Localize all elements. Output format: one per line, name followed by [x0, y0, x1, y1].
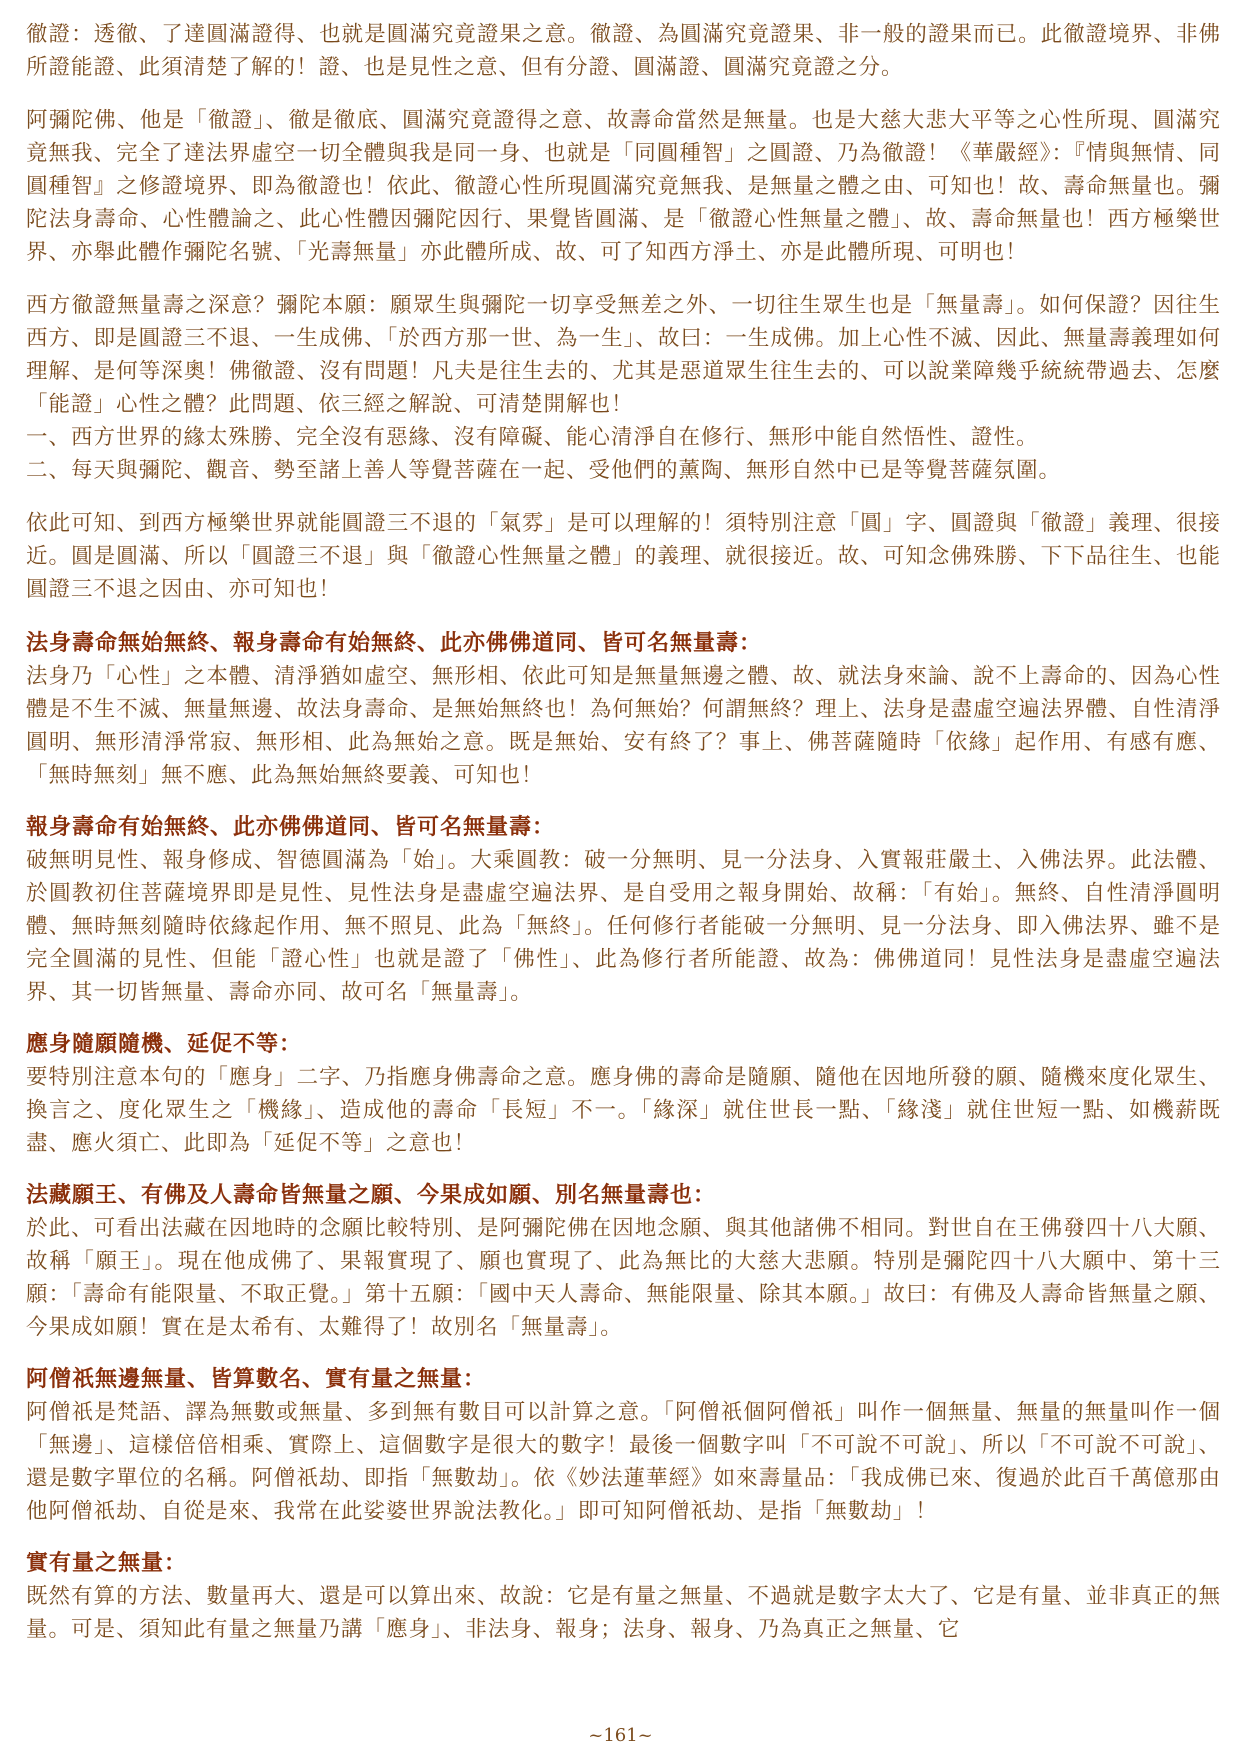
- section-body: 要特別注意本句的「應身」二字、乃指應身佛壽命之意。應身佛的壽命是隨願、隨他在因地所發的願、隨機來度化眾生、換言之、度化眾生之「機緣」、造成他的壽命「長短」不一。「緣深」就住世長一點、「緣淺」就住世短一點、如機薪既盡、應火須亡、此即為「延促不等」之意也！: [26, 1065, 1221, 1156]
- section-body: 法身乃「心性」之本體、清淨猶如虛空、無形相、依此可知是無量無邊之體、故、就法身來論、說不上壽命的、因為心性體是不生不滅、無量無邊、故法身壽命、是無始無終也！為何無始？何謂無終？理上、法身是盡虛空遍法界體、自性清淨圓明、無形清淨常寂、無形相、此為無始之意。既是無始、安有終了？事上、佛菩薩隨時「依緣」起作用、有感有應、「無時無刻」無不應、此為無始無終要義、可知也！: [26, 664, 1221, 788]
- section-heading: 報身壽命有始無終、此亦佛佛道同、皆可名無量壽：: [26, 814, 556, 840]
- section-dharmakara-vows: [26, 1178, 1221, 1344]
- section-heading: 阿僧祇無邊無量、皆算數名、實有量之無量：: [26, 1366, 487, 1392]
- section-dharmakaya-life: [26, 626, 1221, 792]
- paragraph-amitabha-che-zheng: 阿彌陀佛、他是「徹證」、徹是徹底、圓滿究竟證得之意、故壽命當然是無量。也是大慈大悲大平等之心性所現、圓滿究竟無我、完全了達法界虛空一切全體與我是同一身、也就是「同圓種智」之圓證、乃為徹證！《華嚴經》：『情與無情、同圓種智』之修證境界、即為徹證也！依此、徹證心性所現圓滿究竟無我、是無量之體之由、可知也！故、壽命無量也。彌陀法身壽命、心性體論之、此心性體因彌陀因行、果覺皆圓滿、是「徹證心性無量之體」、故、壽命無量也！西方極樂世界、亦舉此體作彌陀名號、「光壽無量」亦此體所成、故、可了知西方淨土、亦是此體所現、可明也！: [26, 108, 1221, 265]
- section-nirmanakaya-life: [26, 1027, 1221, 1160]
- paragraph-conclusion: 依此可知、到西方極樂世界就能圓證三不退的「氣雰」是可以理解的！須特別注意「圓」字、圓證與「徹證」義理、很接近。圓是圓滿、所以「圓證三不退」與「徹證心性無量之體」的義理、就很接近。故、可知念佛殊勝、下下品往生、也能圓證三不退之因由、亦可知也！: [26, 511, 1221, 602]
- paragraph-che-zheng-definition: 徹證：透徹、了達圓滿證得、也就是圓滿究竟證果之意。徹證、為圓滿究竟證果、非一般的證果而已。此徹證境界、非佛所證能證、此須清楚了解的！證、也是見性之意、但有分證、圓滿證、圓滿究竟證之分。: [26, 22, 1221, 80]
- section-body: 破無明見性、報身修成、智德圓滿為「始」。大乘圓教：破一分無明、見一分法身、入實報莊嚴土、入佛法界。此法體、於圓教初住菩薩境界即是見性、見性法身是盡虛空遍法界、是自受用之報身開始、故稱：「有始」。無終、自性清淨圓明體、無時無刻隨時依緣起作用、無不照見、此為「無終」。任何修行者能破一分無明、見一分法身、即入佛法界、雖不是完全圓滿的見性、但能「證心性」也就是證了「佛性」、此為修行者所能證、故為：佛佛道同！見性法身是盡虛空遍法界、其一切皆無量、壽命亦同、故可名「無量壽」。: [26, 848, 1221, 1005]
- section-body: 於此、可看出法藏在因地時的念願比較特別、是阿彌陀佛在因地念願、與其他諸佛不相同。對世自在王佛發四十八大願、故稱「願王」。現在他成佛了、果報實現了、願也實現了、此為無比的大慈大悲願。特別是彌陀四十八大願中、第十三願：「壽命有能限量、不取正覺。」第十五願：「國中天人壽命、無能限量、除其本願。」故曰：有佛及人壽命皆無量之願、今果成如願！實在是太希有、太難得了！故別名「無量壽」。: [26, 1216, 1221, 1340]
- paragraph-western-infinite-life: 西方徹證無量壽之深意？彌陀本願：願眾生與彌陀一切享受無差之外、一切往生眾生也是「無量壽」。如何保證？因往生西方、即是圓證三不退、一生成佛、「於西方那一世、為一生」、故曰：一生成佛。加上心性不滅、因此、無量壽義理如何理解、是何等深奧！佛徹證、沒有問題！凡夫是往生去的、尤其是惡道眾生往生去的、可以說業障幾乎統統帶過去、怎麼「能證」心性之體？此問題、依三經之解說、可清楚開解也！: [26, 293, 1221, 417]
- section-body: 既然有算的方法、數量再大、還是可以算出來、故說：它是有量之無量、不過就是數字太大了、它是有量、並非真正的無量。可是、須知此有量之無量乃講「應身」、非法身、報身；法身、報身、乃為真正之無量、它: [26, 1584, 1221, 1642]
- section-heading: 應身隨願隨機、延促不等：: [26, 1031, 303, 1057]
- section-asamkhya: [26, 1362, 1221, 1528]
- section-heading: 法藏願王、有佛及人壽命皆無量之願、今果成如願、別名無量壽也：: [26, 1182, 717, 1208]
- section-sambhogakaya-life: [26, 810, 1221, 1009]
- section-measurable-infinite: [26, 1546, 1221, 1646]
- list-item: 一、西方世界的緣太殊勝、完全沒有惡緣、沒有障礙、能心清淨自在修行、無形中能自然悟性、證性。: [26, 425, 1039, 450]
- reason-list: [26, 421, 1221, 487]
- section-heading: 實有量之無量：: [26, 1550, 188, 1576]
- page-number: ~161~: [588, 1725, 653, 1746]
- list-item: 二、每天與彌陀、觀音、勢至諸上善人等覺菩薩在一起、受他們的薰陶、無形自然中已是等覺菩薩氛圍。: [26, 458, 1062, 483]
- section-body: 阿僧祇是梵語、譯為無數或無量、多到無有數目可以計算之意。「阿僧祇個阿僧祇」叫作一個無量、無量的無量叫作一個「無邊」、這樣倍倍相乘、實際上、這個數字是很大的數字！最後一個數字叫「不可說不可說」、所以「不可說不可說」、還是數字單位的名稱。阿僧祇劫、即指「無數劫」。依《妙法蓮華經》如來壽量品：「我成佛已來、復過於此百千萬億那由他阿僧祇劫、自從是來、我常在此娑婆世界說法教化。」即可知阿僧祇劫、是指「無數劫」！: [26, 1400, 1221, 1524]
- section-heading: 法身壽命無始無終、報身壽命有始無終、此亦佛佛道同、皆可名無量壽：: [26, 630, 763, 656]
